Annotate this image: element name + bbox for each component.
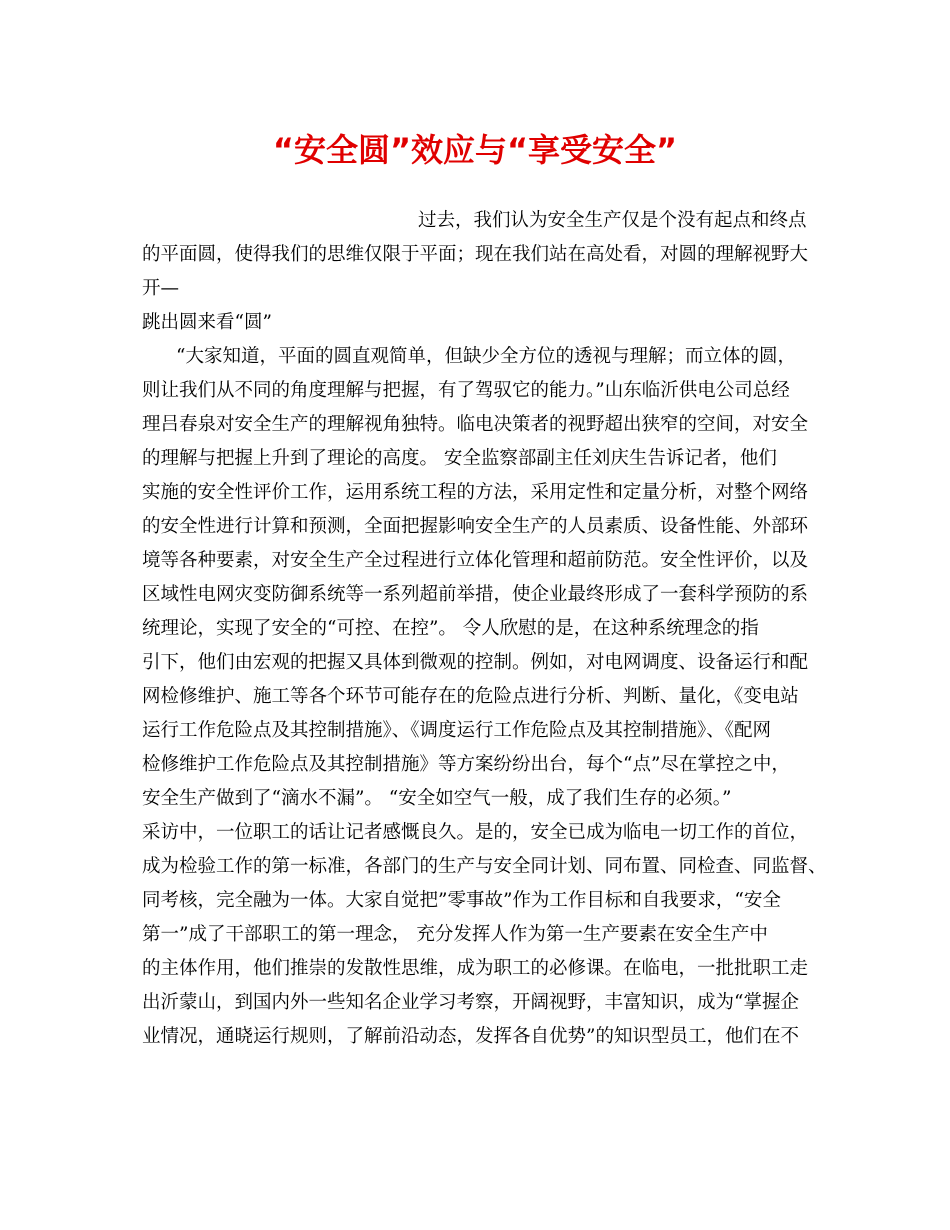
body-line: 业情况，通晓运行规则，了解前沿动态，发挥各自优势”的知识型员工，他们在不 bbox=[142, 1026, 799, 1047]
body-line: 成为检验工作的第一标准，各部门的生产与安全同计划、同布置、同检查、同监督、 bbox=[142, 856, 827, 877]
body-line: 则让我们从不同的角度理解与把握，有了驾驭它的能力。”山东临沂供电公司总经 bbox=[142, 380, 790, 401]
body-line: 出沂蒙山，到国内外一些知名企业学习考察，开阔视野，丰富知识，成为“掌握企 bbox=[142, 992, 799, 1013]
intro-line: 开— bbox=[142, 278, 180, 299]
body-line: 的安全性进行计算和预测，全面把握影响安全生产的人员素质、设备性能、外部环 bbox=[142, 516, 809, 537]
body-line: 统理论，实现了安全的“可控、在控”。 令人欣慰的是，在这种系统理念的指 bbox=[142, 618, 759, 639]
body-line: 采访中，一位职工的话让记者感慨良久。是的，安全已成为临电一切工作的首位， bbox=[142, 822, 809, 843]
body-line: 检修维护工作危险点及其控制措施》等方案纷纷出台，每个“点”尽在掌控之中， bbox=[142, 754, 790, 775]
body-line: 第一”成了干部职工的第一理念， 充分发挥人作为第一生产要素在安全生产中 bbox=[142, 924, 768, 945]
body-line: 境等各种要素，对安全生产全过程进行立体化管理和超前防范。安全性评价，以及 bbox=[142, 550, 809, 571]
document-title: “安全圆”效应与“享受安全” bbox=[272, 131, 678, 169]
body-line: 安全生产做到了“滴水不漏”。 “安全如空气一般，成了我们生存的必须。” bbox=[142, 788, 732, 809]
body-line: 引下，他们由宏观的把握又具体到微观的控制。例如，对电网调度、设备运行和配 bbox=[142, 652, 809, 673]
body-line: 实施的安全性评价工作，运用系统工程的方法，采用定性和定量分析，对整个网络 bbox=[142, 482, 809, 503]
body-line: “大家知道，平面的圆直观简单，但缺少全方位的透视与理解；而立体的圆， bbox=[176, 346, 796, 367]
body-line: 的理解与把握上升到了理论的高度。 安全监察部副主任刘庆生告诉记者，他们 bbox=[142, 448, 777, 469]
body-line: 同考核，完全融为一体。大家自觉把”零事故”作为工作目标和自我要求，“安全 bbox=[142, 890, 781, 911]
section-heading: 跳出圆来看“圆” bbox=[142, 312, 272, 333]
body-line: 区域性电网灾变防御系统等一系列超前举措，使企业最终形成了一套科学预防的系 bbox=[142, 584, 809, 605]
body-line: 网检修维护、施工等各个环节可能存在的危险点进行分析、判断、量化，《变电站 bbox=[142, 686, 799, 707]
body-line: 运行工作危险点及其控制措施》、《调度运行工作危险点及其控制措施》、《配网 bbox=[142, 720, 772, 741]
intro-line: 过去，我们认为安全生产仅是个没有起点和终点 bbox=[418, 210, 807, 231]
body-line: 的主体作用，他们推崇的发散性思维，成为职工的必修课。在临电，一批批职工走 bbox=[142, 958, 809, 979]
intro-line: 的平面圆，使得我们的思维仅限于平面；现在我们站在高处看，对圆的理解视野大 bbox=[142, 244, 809, 265]
body-line: 理吕春泉对安全生产的理解视角独特。临电决策者的视野超出狭窄的空间，对安全 bbox=[142, 414, 809, 435]
